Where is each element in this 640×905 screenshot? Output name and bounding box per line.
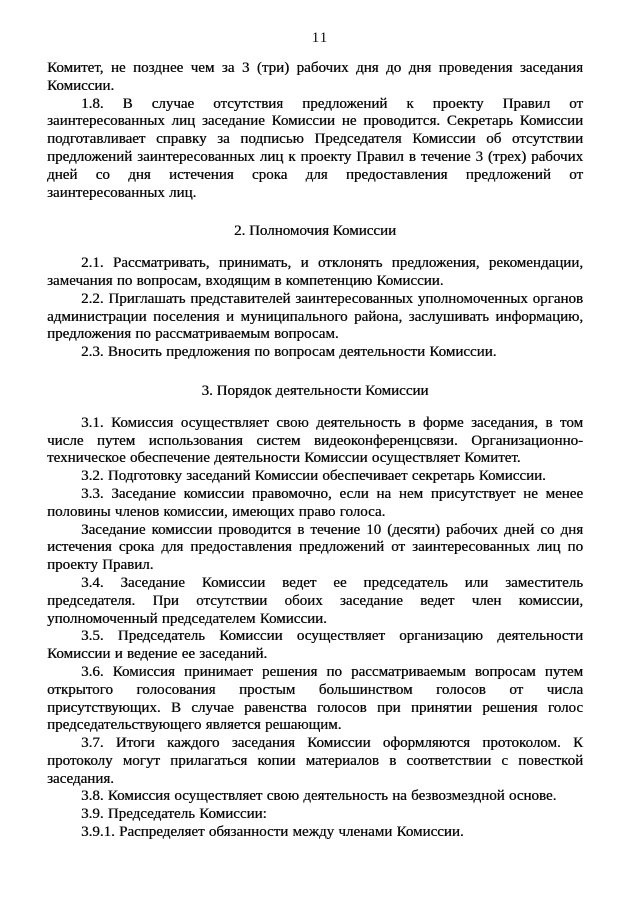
paragraph: 3.2. Подготовку заседаний Комиссии обеспечивает секретарь Комиссии. bbox=[81, 468, 546, 485]
paragraph: 3.7. Итоги каждого заседания Комиссии оформляются протоколом. К протоколу могут прилагаться копии материалов в соответствии с повесткой заседания. bbox=[47, 735, 583, 787]
paragraph: 3.4. Заседание Комиссии ведет ее председатель или заместитель председателя. При отсутствии обоих заседание ведет член комиссии, уполномоченный председателем Комиссии. bbox=[47, 574, 583, 627]
paragraph: 1.8. В случае отсутствия предложений к проекту Правил от заинтересованных лиц заседание Комиссии не проводится. Секретарь Комиссии подготавливает справку за подписью Председателя Комиссии об отсутствии предложений заинтересованных лиц к проекту Правил в течение 3 (трех) рабочих дней со дня истечения срока для предоставления предложений от заинтересованных лиц. bbox=[47, 95, 583, 201]
paragraph: 3.1. Комиссия осуществляет свою деятельность в форме заседания, в том числе путем использования систем видеоконференцсвязи. Организационно-техническое обеспечение деятельности Комиссии осуществляет Комитет. bbox=[47, 414, 583, 467]
paragraph: Комитет, не позднее чем за 3 (три) рабочих дня до дня проведения заседания Комиссии. bbox=[47, 60, 583, 94]
paragraph: 3.6. Комиссия принимает решения по рассматриваемым вопросам путем открытого голосования простым большинством голосов от числа присутствующих. В случае равенства голосов при принятии решения голос председательствующего является решающим. bbox=[47, 663, 583, 734]
paragraph: Заседание комиссии проводится в течение 10 (десяти) рабочих дней со дня истечения срока для предоставления предложений от заинтересованных лиц по проекту Правил. bbox=[47, 521, 583, 574]
paragraph: 3.5. Председатель Комиссии осуществляет организацию деятельности Комиссии и ведение ее заседаний. bbox=[47, 628, 583, 663]
paragraph: 3.8. Комиссия осуществляет свою деятельность на безвозмездной основе. bbox=[81, 788, 557, 805]
section-heading: 2. Полномочия Комиссии bbox=[233, 223, 397, 240]
paragraph: 3.3. Заседание комиссии правомочно, если на нем присутствует не менее половины членов комиссии, имеющих право голоса. bbox=[47, 485, 583, 520]
page-number: 11 bbox=[311, 30, 329, 46]
paragraph: 2.2. Приглашать представителей заинтересованных уполномоченных органов администрации поселения и муниципального района, заслушивать информацию, предложения по рассматриваемым вопросам. bbox=[47, 290, 583, 343]
document-content bbox=[47, 60, 583, 842]
paragraph: 3.9.1. Распределяет обязанности между членами Комиссии. bbox=[81, 824, 464, 841]
paragraph: 2.1. Рассматривать, принимать, и отклонять предложения, рекомендации, замечания по вопросам, входящим в компетенцию Комиссии. bbox=[47, 255, 583, 289]
paragraph: 2.3. Вносить предложения по вопросам деятельности Комиссии. bbox=[81, 344, 497, 361]
section-heading: 3. Порядок деятельности Комиссии bbox=[201, 382, 429, 399]
paragraph: 3.9. Председатель Комиссии: bbox=[81, 806, 267, 823]
